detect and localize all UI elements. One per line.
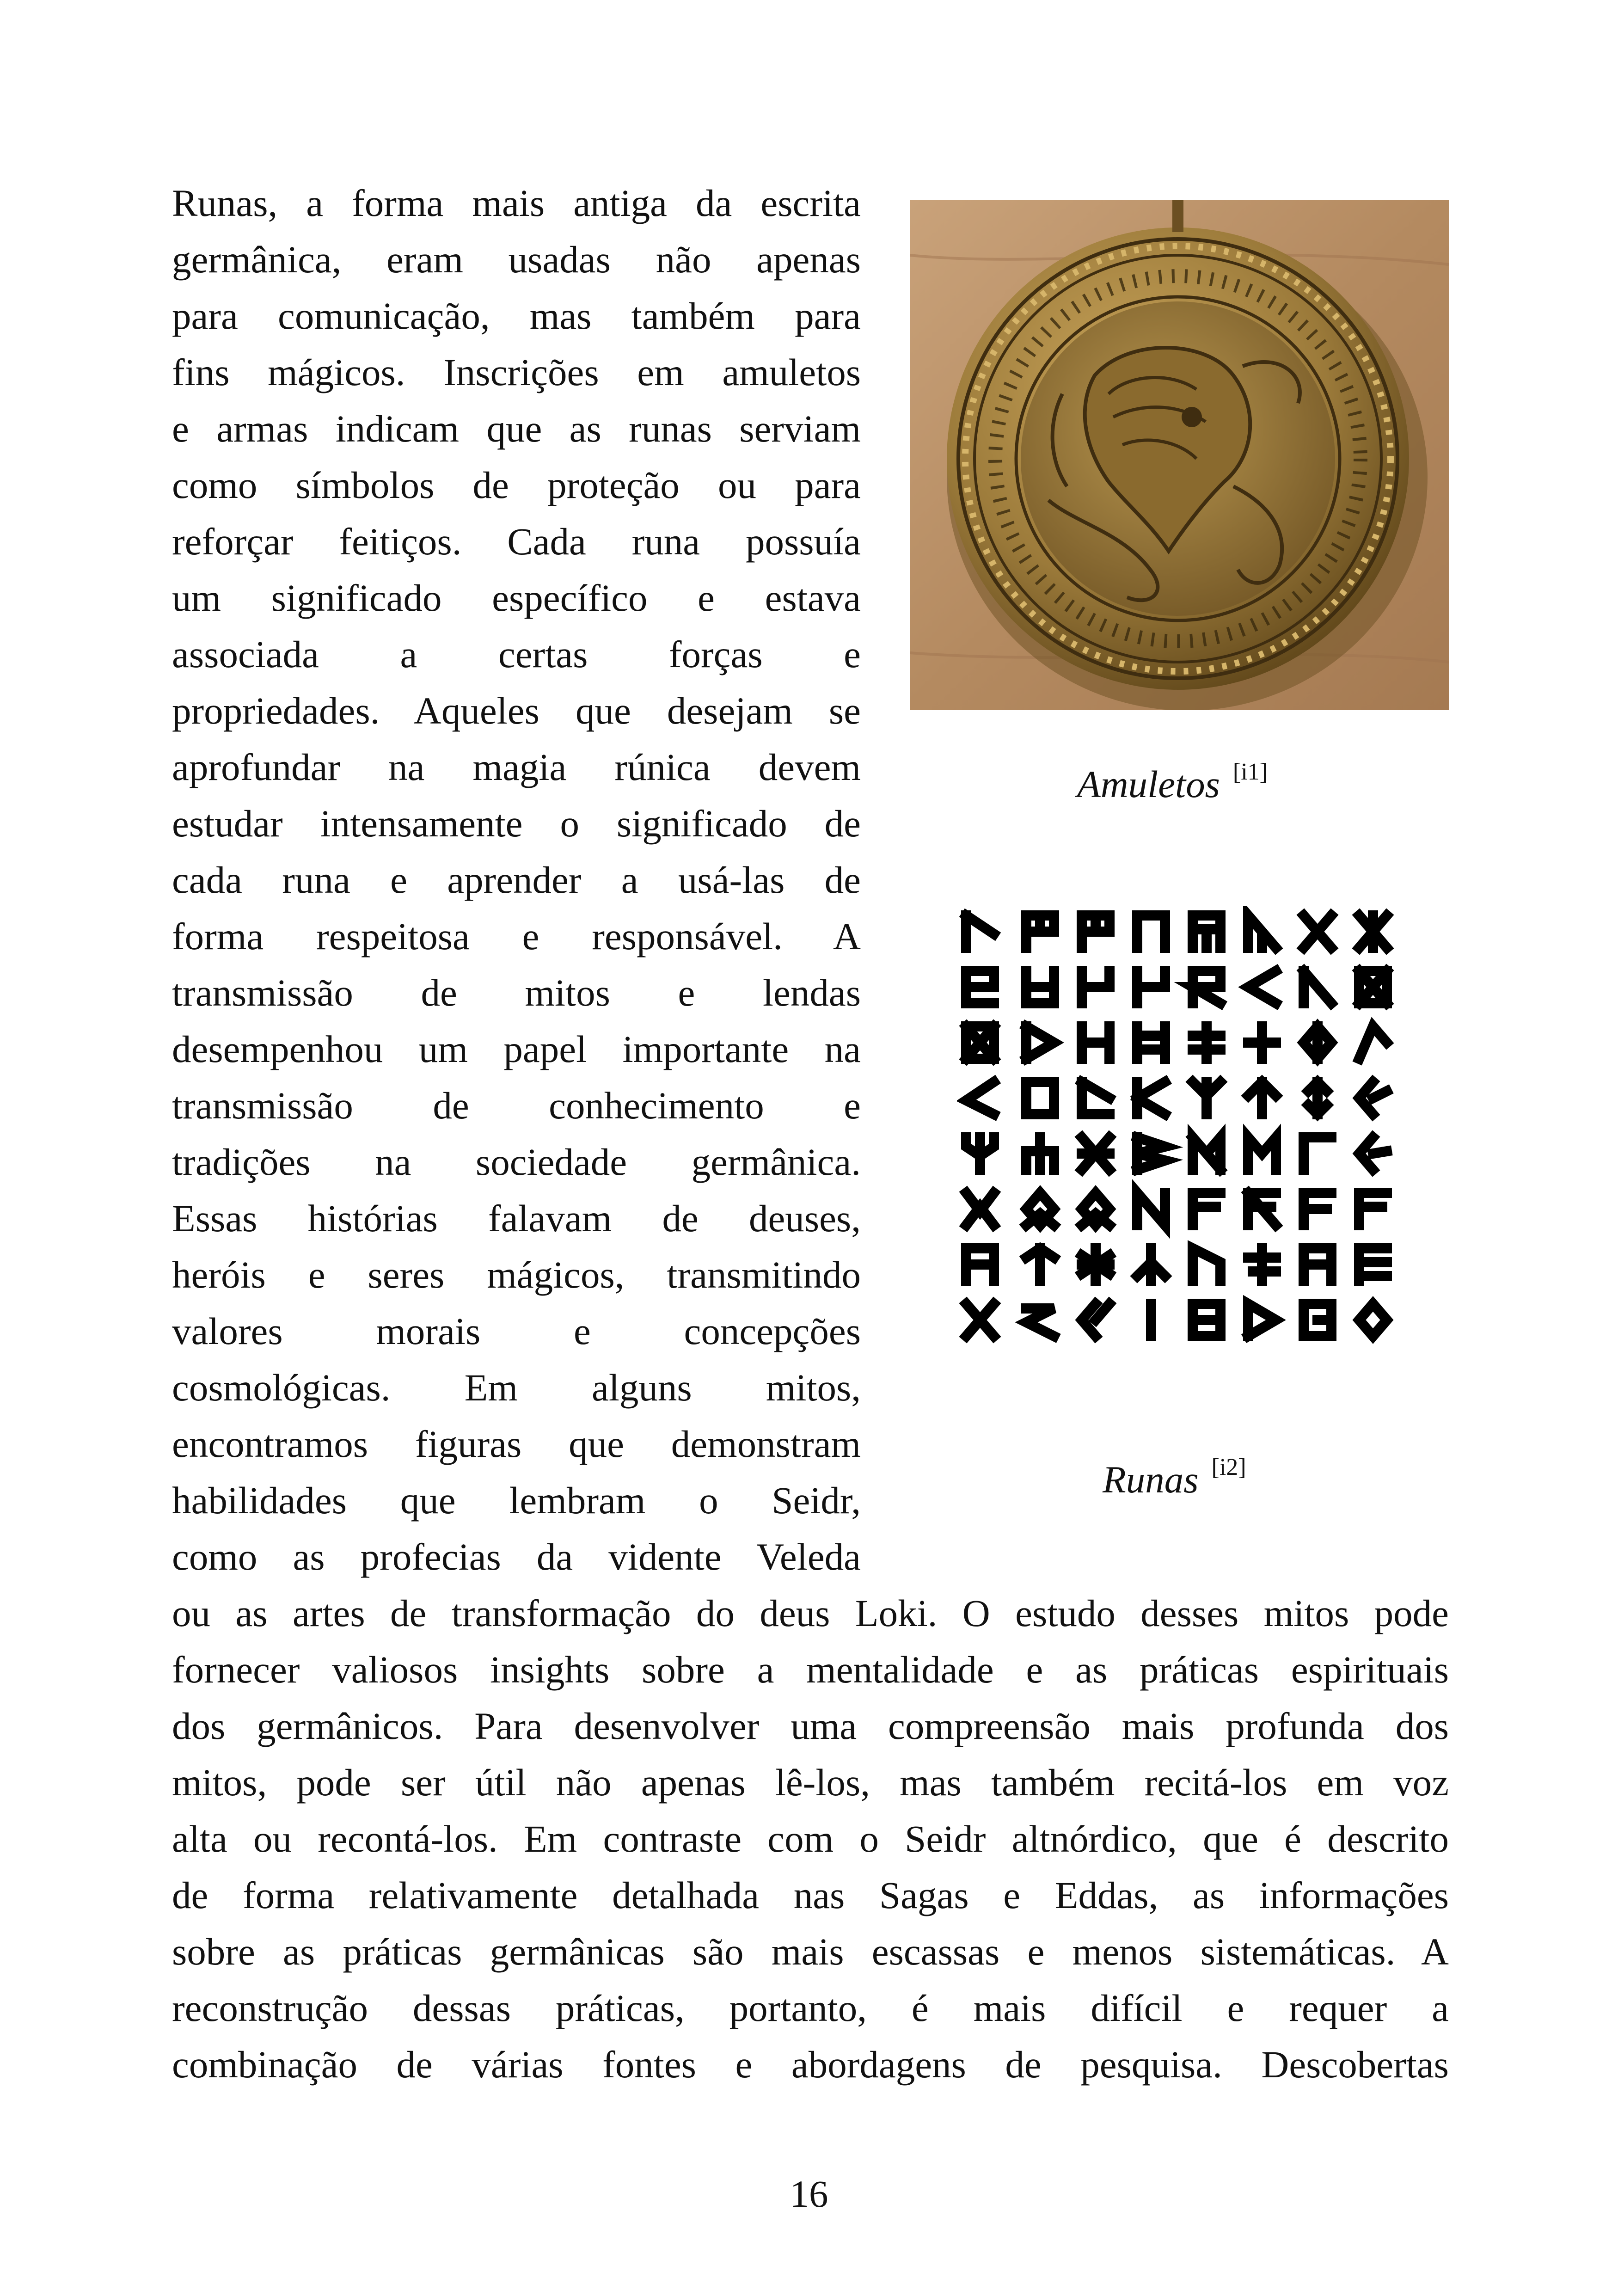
text-line: tradições na sociedade germânica.	[172, 1141, 861, 1183]
text-line: forma respeitosa e responsável. A	[172, 915, 861, 958]
text-line: alta ou recontá-los. Em contraste com o Seidr altnórdico, que é descrito	[172, 1817, 1449, 1860]
text-line: reforçar feitiços. Cada runa possuía	[172, 520, 861, 563]
text-line: dos germânicos. Para desenvolver uma compreensão mais profunda dos	[172, 1705, 1449, 1747]
text-line: como símbolos de proteção ou para	[172, 464, 861, 506]
text-line: habilidades que lembram o Seidr,	[172, 1479, 861, 1522]
runes-caption-text: Runas	[1103, 1458, 1199, 1501]
page-number: 16	[790, 2173, 828, 2215]
text-line: um significado específico e estava	[172, 577, 861, 619]
text-line: e armas indicam que as runas serviam	[172, 407, 861, 450]
text-line: mitos, pode ser útil não apenas lê-los, mas também recitá-los em voz	[172, 1761, 1449, 1804]
text-line: transmissão de conhecimento e	[172, 1084, 861, 1127]
amulet-caption	[1077, 761, 1268, 813]
text-line: sobre as práticas germânicas são mais escassas e menos sistemáticas. A	[172, 1930, 1449, 1973]
amulet-caption-text: Amuletos	[1077, 763, 1220, 805]
text-line: valores morais e concepções	[172, 1310, 861, 1352]
amulet-photo	[910, 200, 1449, 710]
text-line: combinação de várias fontes e abordagens de pesquisa. Descobertas	[172, 2043, 1449, 2086]
text-line: transmissão de mitos e lendas	[172, 971, 861, 1014]
text-line: reconstrução dessas práticas, portanto, é mais difícil e requer a	[172, 1987, 1449, 2029]
runes-caption	[1103, 1456, 1246, 1508]
text-line: estudar intensamente o significado de	[172, 802, 861, 845]
text-line: germânica, eram usadas não apenas	[172, 238, 861, 281]
amulet-caption-ref: [i1]	[1232, 759, 1268, 785]
text-line: Essas histórias falavam de deuses,	[172, 1197, 861, 1240]
text-line: como as profecias da vidente Veleda	[172, 1535, 861, 1578]
text-line: desempenhou um papel importante na	[172, 1028, 861, 1070]
text-line: encontramos figuras que demonstram	[172, 1423, 861, 1465]
text-line: de forma relativamente detalhada nas Sagas e Eddas, as informações	[172, 1874, 1449, 1916]
text-line: Runas, a forma mais antiga da escrita	[172, 182, 861, 224]
runes-table	[957, 906, 1410, 1364]
text-line: aprofundar na magia rúnica devem	[172, 746, 861, 788]
text-line: fins mágicos. Inscrições em amuletos	[172, 351, 861, 393]
text-line: heróis e seres mágicos, transmitindo	[172, 1253, 861, 1296]
text-line: associada a certas forças e	[172, 633, 861, 675]
runes-caption-ref: [i2]	[1211, 1454, 1246, 1480]
text-line: para comunicação, mas também para	[172, 295, 861, 337]
text-line: fornecer valiosos insights sobre a mentalidade e as práticas espirituais	[172, 1648, 1449, 1691]
text-line: cada runa e aprender a usá-las de	[172, 859, 861, 901]
text-line: ou as artes de transformação do deus Loki. O estudo desses mitos pode	[172, 1592, 1449, 1634]
text-line: propriedades. Aqueles que desejam se	[172, 689, 861, 732]
text-line: cosmológicas. Em alguns mitos,	[172, 1366, 861, 1409]
